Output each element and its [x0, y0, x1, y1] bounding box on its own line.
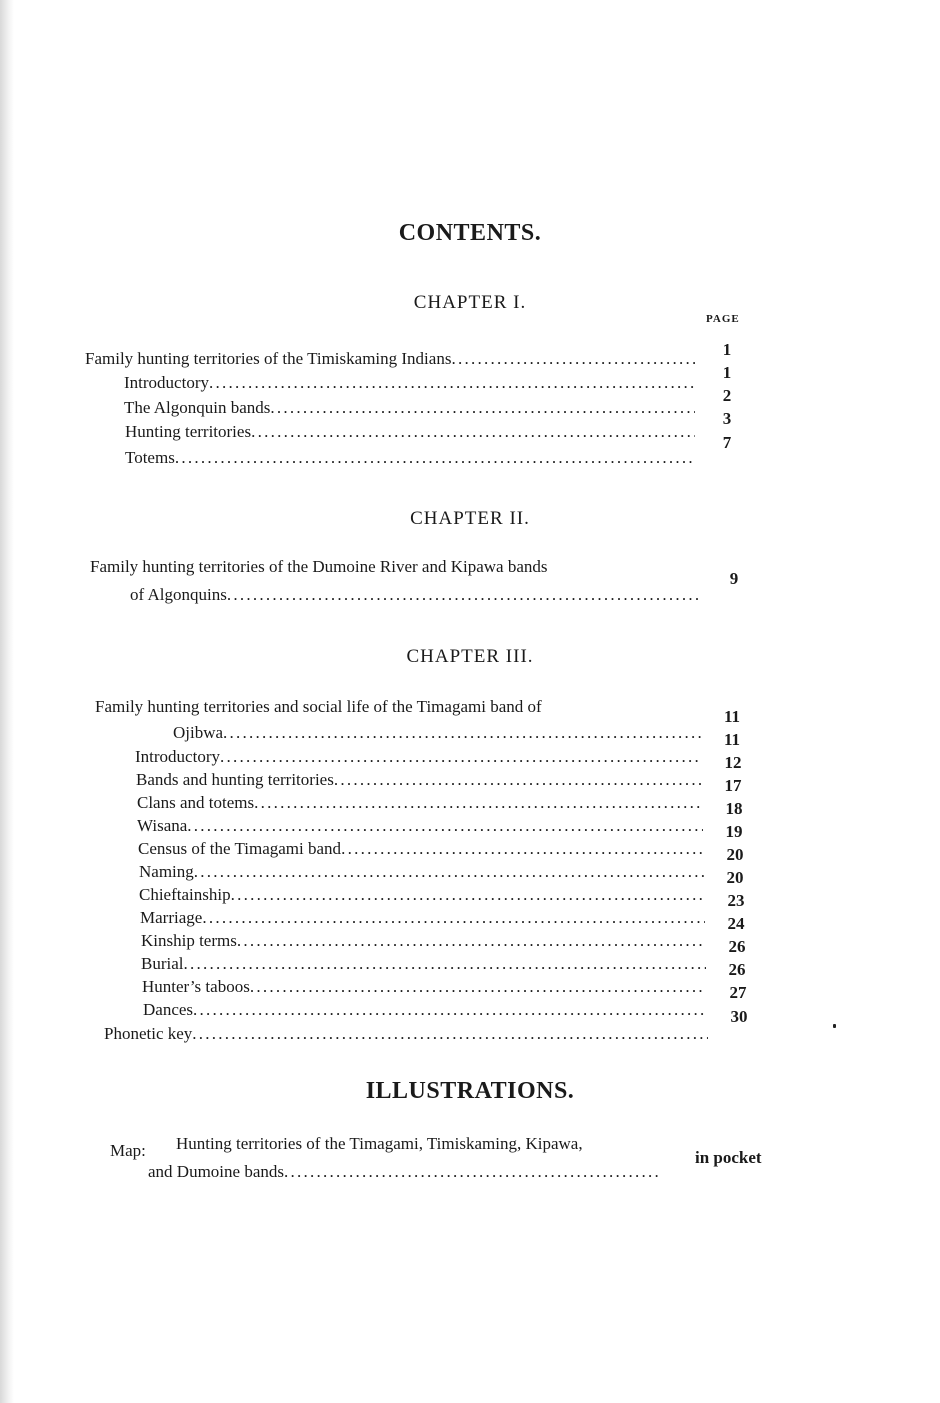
dot-leader [231, 884, 704, 906]
toc-entry [141, 930, 705, 952]
toc-entry-line: Family hunting territories of the Dumoine River and Kipawa bands [90, 557, 548, 576]
illustrations-title: ILLUSTRATIONS. [365, 1078, 575, 1104]
dot-leader [209, 372, 695, 394]
toc-entry [142, 976, 706, 998]
page-number: 11 [723, 707, 741, 726]
toc-entry [137, 815, 703, 837]
page-number: 23 [727, 891, 745, 910]
contents-title: CONTENTS. [398, 220, 542, 246]
entry-title: of Algonquins [130, 585, 227, 604]
illustration-location: in pocket [695, 1148, 762, 1167]
toc-entry [135, 746, 701, 768]
dot-leader [451, 348, 695, 370]
toc-entry [138, 838, 703, 860]
print-speck [833, 1024, 836, 1028]
entry-title: Introductory [135, 747, 220, 766]
toc-entry [125, 447, 695, 469]
toc-entry [143, 999, 707, 1021]
dot-leader [284, 1161, 658, 1183]
page-number: 11 [723, 730, 741, 749]
dot-leader [194, 861, 704, 883]
page-number: 3 [722, 409, 732, 428]
page-number: 1 [722, 363, 732, 382]
dot-leader [220, 746, 701, 768]
dot-leader [254, 792, 702, 814]
page-number: 20 [726, 868, 744, 887]
page-number: 20 [726, 845, 744, 864]
chapter-1-heading: CHAPTER I. [413, 292, 527, 313]
toc-entry [130, 584, 698, 606]
entry-title: Wisana [137, 816, 188, 835]
dot-leader [187, 815, 703, 837]
page-number: 27 [729, 983, 747, 1002]
page-number: 17 [724, 776, 742, 795]
dot-leader [227, 584, 698, 606]
toc-entry [85, 348, 695, 370]
page-number: 30 [730, 1007, 748, 1026]
dot-leader [250, 976, 706, 998]
page-number: 26 [728, 960, 746, 979]
page-number: 24 [727, 914, 745, 933]
page-number: 1 [722, 340, 732, 359]
toc-entry [125, 421, 695, 443]
entry-title: The Algonquin bands [124, 398, 271, 417]
entry-title: Hunting territories [125, 422, 252, 441]
page-column-label: PAGE [706, 313, 740, 325]
toc-entry [124, 397, 695, 419]
chapter-2-heading: CHAPTER II. [410, 508, 530, 529]
page-number: 26 [728, 937, 746, 956]
entry-title: Family hunting territories of the Timiskaming Indians [85, 349, 452, 368]
dot-leader [341, 838, 703, 860]
dot-leader [192, 1023, 708, 1045]
dot-leader [270, 397, 695, 419]
toc-entry [140, 907, 705, 929]
page-number: 18 [725, 799, 743, 818]
entry-title: Totems [125, 448, 175, 467]
dot-leader [251, 421, 695, 443]
dot-leader [202, 907, 705, 929]
page-number: 19 [725, 822, 743, 841]
dot-leader [223, 722, 701, 744]
entry-title: Naming [139, 862, 194, 881]
chapter-3-heading: CHAPTER III. [406, 646, 534, 667]
entry-title: and Dumoine bands [148, 1162, 284, 1181]
illustration-entry [148, 1161, 658, 1183]
page-number: 2 [722, 386, 732, 405]
toc-entry [136, 769, 702, 791]
entry-title: Burial [141, 954, 184, 973]
toc-entry [173, 722, 701, 744]
dot-leader [193, 999, 707, 1021]
entry-title: Dances [143, 1000, 194, 1019]
toc-entry [139, 884, 704, 906]
dot-leader [184, 953, 707, 975]
illustration-map-label: Map: [110, 1141, 146, 1160]
entry-title: Phonetic key [104, 1024, 193, 1043]
entry-title: Hunter’s taboos [142, 977, 250, 996]
page-edge-shadow [0, 0, 14, 1403]
entry-title: Clans and totems [137, 793, 255, 812]
page-number: 12 [724, 753, 742, 772]
entry-title: Chieftainship [139, 885, 231, 904]
toc-entry [124, 372, 695, 394]
toc-entry-line: Family hunting territories and social life of the Timagami band of [95, 697, 542, 716]
toc-entry [139, 861, 704, 883]
entry-title: Ojibwa [173, 723, 224, 742]
toc-entry [104, 1023, 708, 1045]
dot-leader [334, 769, 702, 791]
dot-leader [237, 930, 705, 952]
page-number: 9 [729, 569, 739, 588]
page-number: 7 [722, 433, 732, 452]
toc-entry [137, 792, 702, 814]
entry-title: Census of the Timagami band [138, 839, 342, 858]
entry-title: Bands and hunting territories [136, 770, 334, 789]
dot-leader [175, 447, 695, 469]
illustration-line: Hunting territories of the Timagami, Timiskaming, Kipawa, [176, 1134, 583, 1153]
entry-title: Introductory [124, 373, 209, 392]
toc-entry [141, 953, 706, 975]
entry-title: Kinship terms [141, 931, 237, 950]
entry-title: Marriage [140, 908, 203, 927]
